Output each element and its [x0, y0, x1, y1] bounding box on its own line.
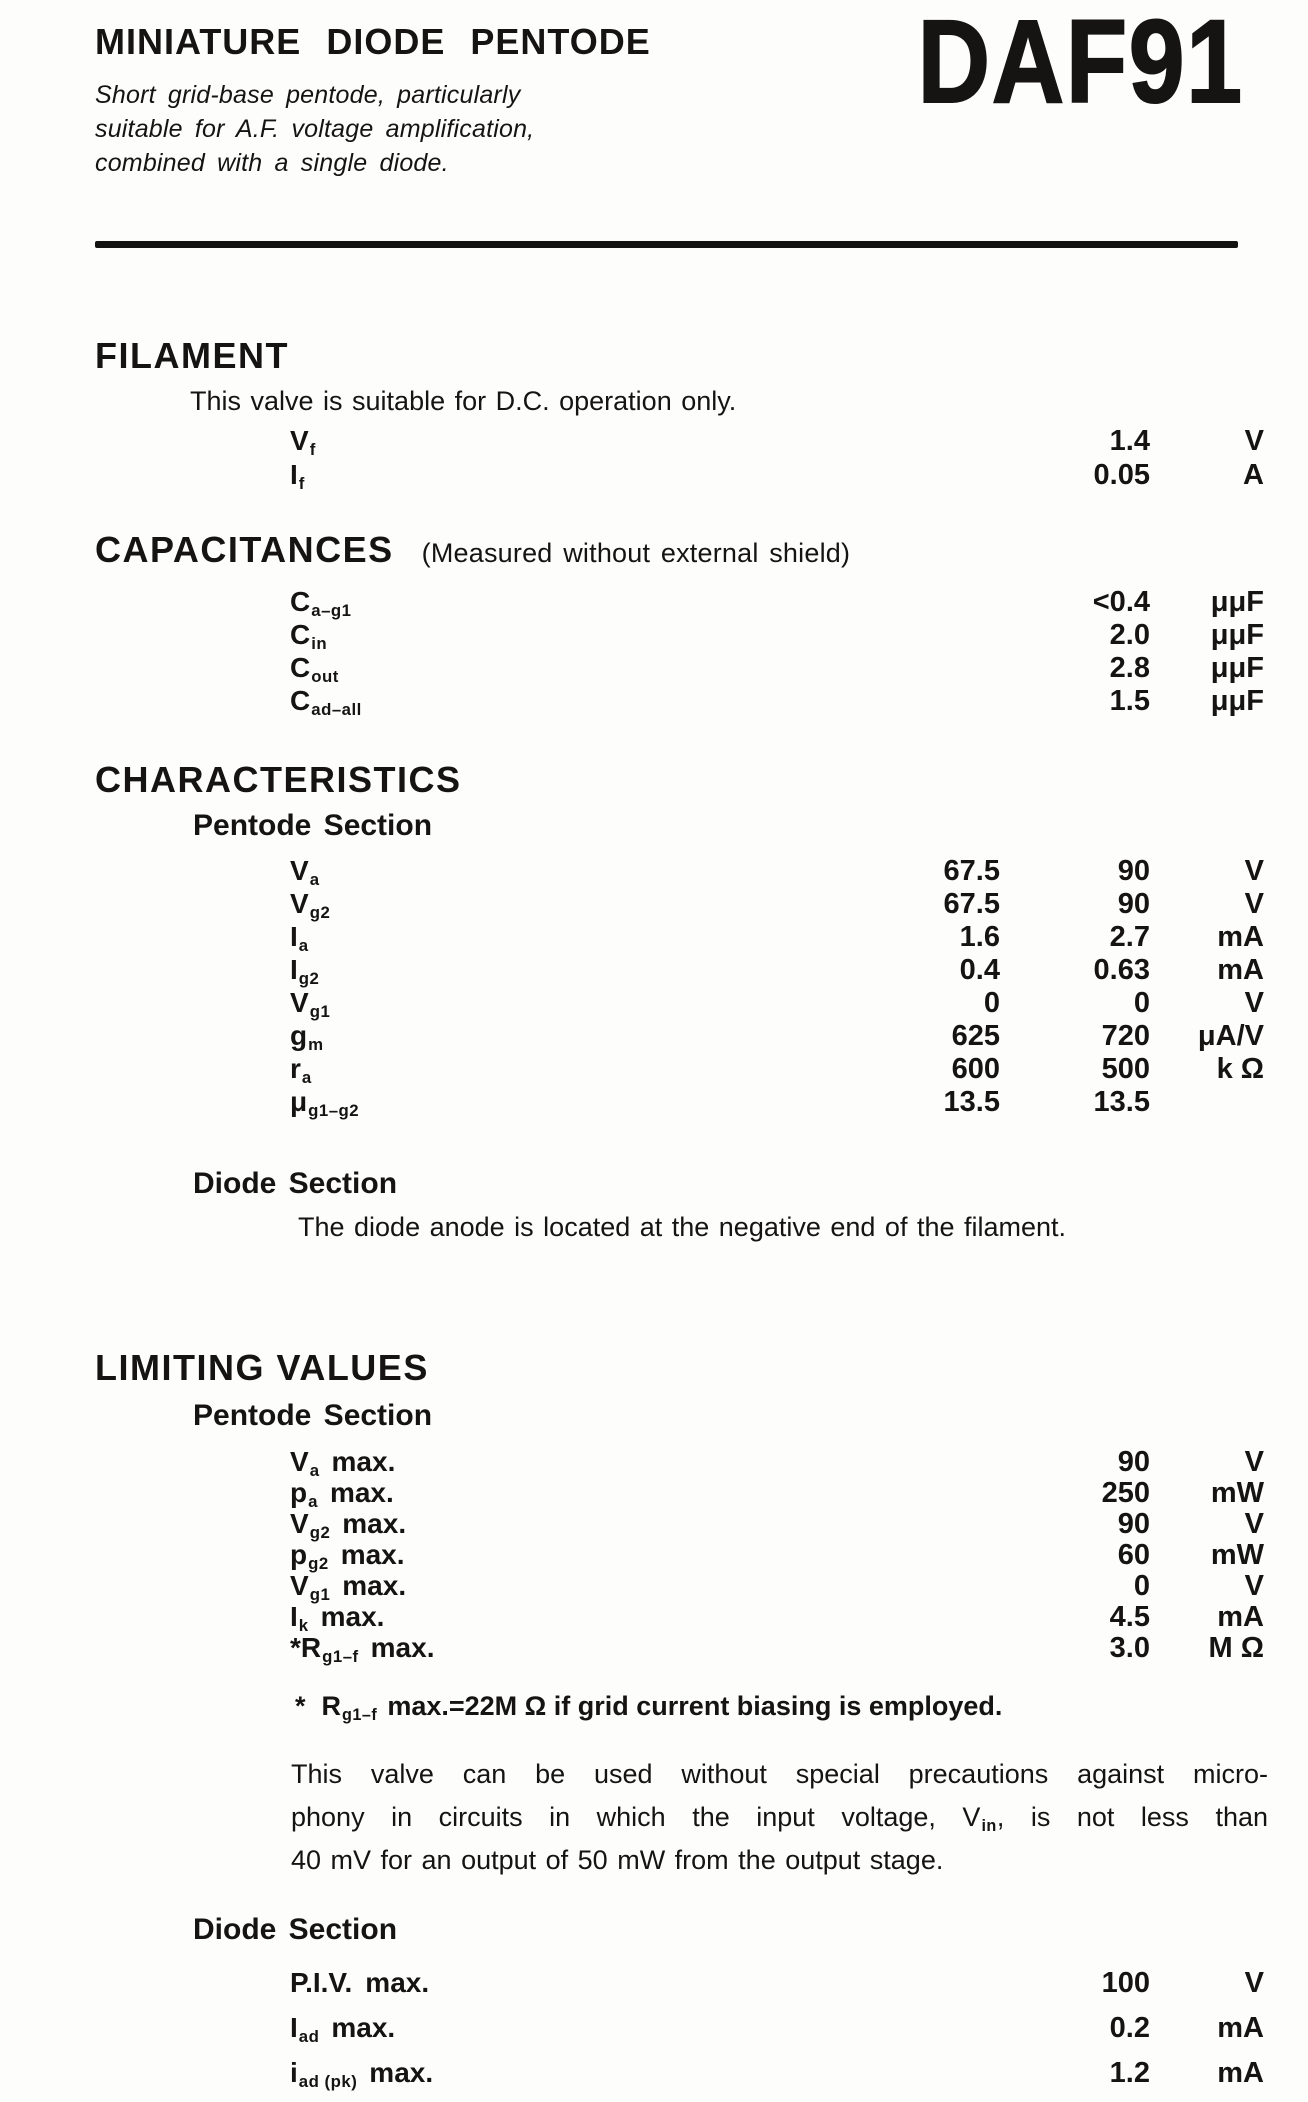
row-label: [95, 1508, 850, 1543]
subscript: a: [309, 1461, 320, 1481]
symbol: C: [290, 685, 311, 716]
table-row: [95, 1601, 1270, 1636]
value-col2: 90: [1117, 888, 1150, 920]
capacitances-table: [95, 585, 1270, 720]
symbol: g: [290, 1020, 308, 1051]
suffix: max.: [370, 1632, 435, 1663]
subscript: ad–all: [311, 700, 362, 720]
table-row: [95, 953, 1270, 989]
subscript: a: [309, 870, 320, 890]
row-label: [95, 1052, 850, 1088]
symbol: V: [290, 1446, 309, 1477]
symbol: V: [290, 888, 309, 919]
suffix: max.: [365, 1967, 430, 1998]
row-label: [95, 458, 850, 492]
table-row: [95, 1539, 1270, 1574]
unit-cell: mA: [1217, 1601, 1264, 1633]
value-col1: 13.5: [943, 1086, 1000, 1118]
unit-cell: V: [1244, 888, 1264, 920]
subscript: g1–f: [322, 1647, 359, 1667]
unit-cell: V: [1244, 1446, 1264, 1478]
unit-cell: V: [1244, 1508, 1264, 1540]
table-row: [95, 585, 1270, 621]
subtitle-line: Short grid-base pentode, particularly: [95, 81, 521, 109]
section-characteristics: [95, 760, 1270, 1244]
value-col2: 0: [1133, 1570, 1150, 1602]
value-col2: 90: [1117, 1508, 1150, 1540]
table-row: [95, 1960, 1270, 2005]
table-row: [95, 2005, 1270, 2050]
row-label: [95, 684, 850, 720]
filament-table: [95, 424, 1270, 492]
row-label: [95, 1085, 850, 1121]
unit-cell: mA: [1217, 954, 1264, 986]
limiting-pentode-table: [95, 1446, 1270, 1667]
subscript: ad: [298, 2027, 320, 2047]
symbol: V: [290, 425, 309, 456]
table-row: [95, 1446, 1270, 1481]
row-label: [95, 2050, 850, 2095]
subscript: f: [298, 474, 305, 494]
table-row: [95, 1477, 1270, 1512]
suffix: max.: [340, 1539, 405, 1570]
limiting-diode-table: [95, 1960, 1270, 2095]
subscript: g2: [309, 903, 331, 923]
value-col2: 2.0: [1109, 619, 1150, 651]
value-col2: 90: [1117, 855, 1150, 887]
value-col2: 2.8: [1109, 652, 1150, 684]
subscript: g1: [309, 1002, 331, 1022]
suffix: max.: [342, 1570, 407, 1601]
page-title: MINIATURE DIODE PENTODE: [95, 21, 651, 62]
value-col1: 1.6: [959, 921, 1000, 953]
value-col2: 60: [1117, 1539, 1150, 1571]
subscript: m: [308, 1035, 324, 1055]
subscript: a: [301, 1068, 312, 1088]
symbol: p: [290, 1539, 308, 1570]
value-col2: 0.05: [1093, 459, 1150, 491]
value-col1: 0: [983, 987, 1000, 1019]
table-row: [95, 854, 1270, 890]
value-col2: 1.4: [1109, 425, 1150, 457]
symbol: r: [290, 1053, 301, 1084]
subscript: g2: [309, 1523, 331, 1543]
table-row: [95, 887, 1270, 923]
symbol: I: [290, 1601, 298, 1632]
diode-note: The diode anode is located at the negative end of the filament.: [298, 1212, 1067, 1242]
subheading-pentode: Pentode Section: [193, 809, 433, 842]
unit-cell: mA: [1217, 921, 1264, 953]
value-col2: 250: [1101, 1477, 1150, 1509]
paragraph-line: This valve can be used without special precautions against micro-: [291, 1759, 1268, 1789]
limiting-footnote: [295, 1689, 1270, 1723]
unit-cell: A: [1243, 459, 1264, 491]
table-row: [95, 651, 1270, 687]
symbol: C: [290, 652, 311, 683]
subscript: in: [981, 1817, 997, 1836]
unit-cell: V: [1244, 425, 1264, 457]
unit-cell: M Ω: [1208, 1632, 1264, 1664]
value-col1: 600: [951, 1053, 1000, 1085]
section-heading: [95, 530, 1270, 573]
symbol: C: [290, 586, 311, 617]
paragraph-line: [291, 1796, 1268, 1839]
row-label: [95, 854, 850, 890]
heading-qualifier: (Measured without external shield): [421, 538, 851, 568]
footnote-text: max.=22M Ω if grid current biasing is employed.: [387, 1691, 1003, 1721]
unit-cell: mW: [1210, 1477, 1264, 1509]
value-col1: 0.4: [959, 954, 1000, 986]
subheading-pentode: Pentode Section: [193, 1399, 433, 1432]
unit-cell: V: [1244, 987, 1264, 1019]
value-col2: <0.4: [1092, 586, 1150, 618]
suffix: max.: [369, 2057, 434, 2088]
subscript: a: [308, 1492, 318, 1512]
row-label: [95, 585, 850, 621]
value-col2: 1.2: [1109, 2057, 1150, 2089]
value-col2: 4.5: [1109, 1601, 1150, 1633]
table-row: [95, 458, 1270, 492]
row-label: [95, 887, 850, 923]
subscript: out: [311, 667, 339, 687]
value-col2: 100: [1101, 1967, 1150, 1999]
symbol: p: [290, 1477, 308, 1508]
paragraph-text: phony in circuits in which the input voltage, V: [291, 1802, 981, 1832]
unit-cell: μμF: [1210, 586, 1264, 618]
row-label: [95, 1539, 850, 1574]
value-col1: 67.5: [943, 888, 1000, 920]
table-row: [95, 424, 1270, 458]
value-col2: 0.2: [1109, 2012, 1150, 2044]
symbol: R: [300, 1632, 322, 1663]
table-row: [95, 618, 1270, 654]
row-label: [95, 1632, 850, 1667]
unit-cell: μμF: [1210, 619, 1264, 651]
suffix: max.: [320, 1601, 385, 1632]
value-col2: 1.5: [1109, 685, 1150, 717]
row-label: [95, 2005, 850, 2050]
table-row: [95, 1632, 1270, 1667]
subscript: g1–g2: [308, 1101, 360, 1121]
symbol: I: [290, 921, 298, 952]
symbol: V: [290, 855, 309, 886]
table-row: [95, 1508, 1270, 1543]
microphony-paragraph: [291, 1753, 1268, 1882]
section-filament: [95, 336, 1270, 492]
row-label: [95, 618, 850, 654]
model-number: DAF91: [917, 0, 1244, 128]
suffix: max.: [329, 1477, 394, 1508]
section-heading: CHARACTERISTICS: [95, 759, 462, 800]
value-col2: 0.63: [1093, 954, 1150, 986]
section-capacitances: [95, 529, 1270, 720]
value-col2: 2.7: [1109, 921, 1150, 953]
unit-cell: μμF: [1210, 652, 1264, 684]
row-label: [95, 1446, 850, 1481]
suffix: max.: [331, 2012, 396, 2043]
value-col2: 500: [1101, 1053, 1150, 1085]
row-label: [95, 1019, 850, 1055]
symbol: R: [321, 1691, 342, 1721]
row-label: [95, 1477, 850, 1512]
symbol: V: [290, 1508, 309, 1539]
heading-text: CAPACITANCES: [95, 529, 394, 570]
subscript: g2: [308, 1554, 329, 1574]
row-label: [95, 1570, 850, 1605]
unit-cell: μA/V: [1197, 1020, 1264, 1052]
symbol: C: [290, 619, 311, 650]
filament-note: This valve is suitable for D.C. operation only.: [190, 386, 737, 416]
table-row: [95, 2050, 1270, 2095]
subheading-diode: Diode Section: [193, 1167, 398, 1200]
row-label: [95, 424, 850, 458]
subscript: g1–f: [342, 1706, 378, 1725]
value-col2: 90: [1117, 1446, 1150, 1478]
symbol: P.I.V.: [290, 1967, 353, 1998]
value-col2: 3.0: [1109, 1632, 1150, 1664]
subscript: a: [298, 936, 309, 956]
subscript: in: [311, 634, 328, 654]
unit-cell: μμF: [1210, 685, 1264, 717]
unit-cell: V: [1244, 1967, 1264, 1999]
unit-cell: k Ω: [1216, 1053, 1264, 1085]
row-label: [95, 1601, 850, 1636]
value-col2: 720: [1101, 1020, 1150, 1052]
symbol: V: [290, 1570, 309, 1601]
subscript: ad (pk): [298, 2072, 358, 2092]
row-label: [95, 953, 850, 989]
subscript: f: [309, 440, 316, 460]
unit-cell: mA: [1217, 2057, 1264, 2089]
value-col2: 0: [1133, 987, 1150, 1019]
section-limiting-values: [95, 1348, 1270, 2095]
section-heading: FILAMENT: [95, 335, 289, 376]
subtitle: [95, 78, 795, 180]
table-row: [95, 684, 1270, 720]
subscript: k: [298, 1616, 309, 1636]
row-label: [95, 651, 850, 687]
section-heading: LIMITING VALUES: [95, 1347, 429, 1388]
symbol: I: [290, 459, 298, 490]
symbol: V: [290, 987, 309, 1018]
table-row: [95, 1085, 1270, 1121]
value-col1: 67.5: [943, 855, 1000, 887]
header: [95, 22, 795, 180]
paragraph-line: 40 mV for an output of 50 mW from the output stage.: [291, 1845, 944, 1875]
unit-cell: mA: [1217, 2012, 1264, 2044]
symbol: I: [290, 954, 298, 985]
characteristics-table: [95, 854, 1270, 1121]
table-row: [95, 1570, 1270, 1605]
subscript: a–g1: [311, 601, 352, 621]
unit-cell: V: [1244, 855, 1264, 887]
subtitle-line: suitable for A.F. voltage amplification,: [95, 115, 535, 143]
symbol: μ: [290, 1086, 308, 1117]
asterisk: *: [295, 1691, 306, 1721]
subheading-diode: Diode Section: [193, 1913, 398, 1946]
row-label: [95, 1960, 850, 2005]
row-label: [95, 920, 850, 956]
divider-rule: [95, 241, 1238, 248]
suffix: max.: [331, 1446, 396, 1477]
paragraph-text: , is not less than: [996, 1802, 1268, 1832]
unit-cell: mW: [1210, 1539, 1264, 1571]
value-col1: 625: [951, 1020, 1000, 1052]
table-row: [95, 1052, 1270, 1088]
table-row: [95, 1019, 1270, 1055]
symbol: I: [290, 2012, 298, 2043]
prefix: *: [290, 1632, 301, 1663]
unit-cell: V: [1244, 1570, 1264, 1602]
table-row: [95, 986, 1270, 1022]
subscript: g1: [309, 1585, 331, 1605]
symbol: i: [290, 2057, 298, 2088]
subscript: g2: [298, 969, 320, 989]
suffix: max.: [342, 1508, 407, 1539]
row-label: [95, 986, 850, 1022]
subtitle-line: combined with a single diode.: [95, 149, 449, 177]
value-col2: 13.5: [1093, 1086, 1150, 1118]
table-row: [95, 920, 1270, 956]
